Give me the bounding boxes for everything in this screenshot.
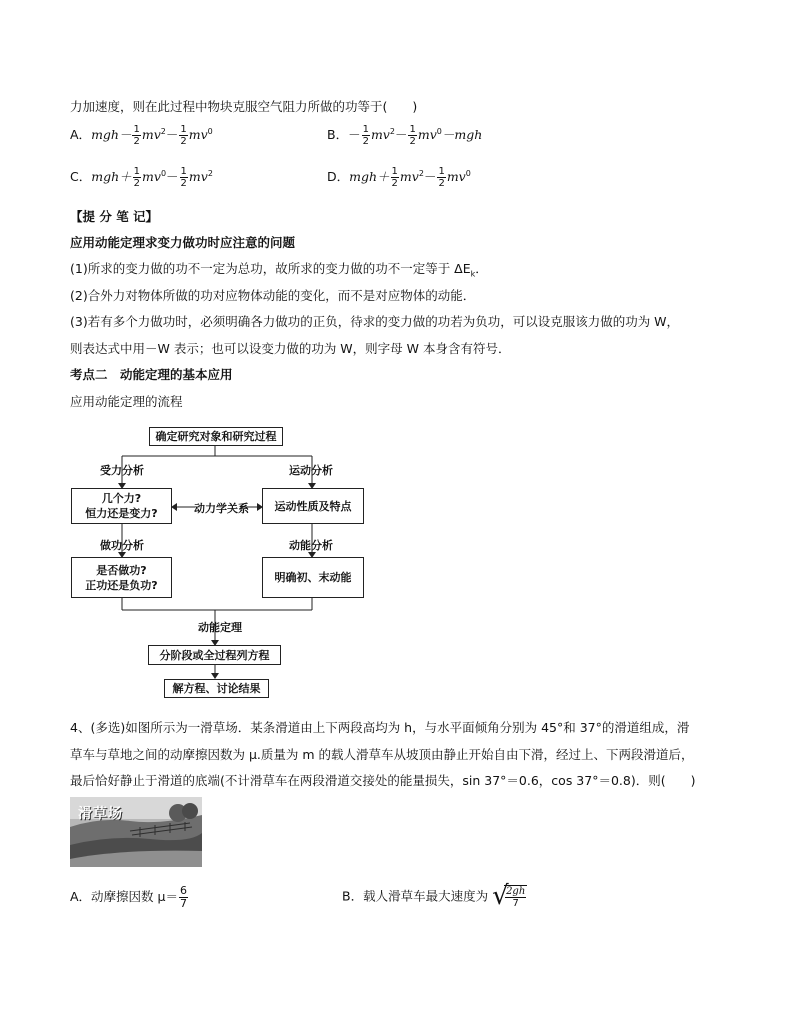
math-term: mv <box>141 127 161 142</box>
q4-line-2: 草车与草地之间的动摩擦因数为 μ.质量为 m 的载人滑草车从坡顶由静止开始自由下滑，经过上、下两段滑道后， <box>70 747 694 762</box>
notes-subheading: 应用动能定理求变力做功时应注意的问题 <box>70 235 296 250</box>
fraction-den: 2 <box>180 136 187 147</box>
fraction-num: 6 <box>179 884 187 897</box>
photo-sign-text: 滑草场 <box>78 806 123 822</box>
superscript: 2 <box>207 168 213 178</box>
fraction <box>437 166 445 189</box>
fraction-num: 1 <box>133 124 140 135</box>
math-term: － <box>394 127 408 142</box>
fraction <box>132 124 140 147</box>
notes-paragraph-3a: (3)若有多个力做功时，必须明确各力做功的正负，待求的变力做的功若为负功，可以设克服该力做的功为 W， <box>70 314 680 329</box>
math-term: －mgh <box>441 127 483 142</box>
math-term: mv <box>370 127 390 142</box>
fraction-den: 2 <box>362 136 369 147</box>
flow-label-kinetic-analysis: 动能分析 <box>289 539 333 552</box>
flow-box-forces <box>71 488 172 524</box>
fraction-den: 2 <box>391 178 398 189</box>
notes-paragraph-3b: 则表达式中用－W 表示；也可以设变力做的功为 W，则字母 W 本身含有符号． <box>70 341 511 356</box>
fraction <box>179 885 188 910</box>
math-term: mgh＋ <box>91 169 132 184</box>
notes-heading: 【提 分 笔 记】 <box>70 209 159 224</box>
math-term: － <box>165 127 179 142</box>
fraction-num: 1 <box>180 124 187 135</box>
flow-box-line: 是否做功? <box>96 563 147 577</box>
superscript: 2 <box>389 126 395 136</box>
flow-label-work-analysis: 做功分析 <box>100 539 144 552</box>
flow-step-equations: 分阶段或全过程列方程 <box>148 645 281 665</box>
math-term: mv <box>188 169 208 184</box>
flow-box-motion-nature: 运动性质及特点 <box>262 488 364 524</box>
flow-box-kinetic-energy: 明确初、末动能 <box>262 557 364 598</box>
flow-label-motion-analysis: 运动分析 <box>289 464 333 477</box>
math-term: － <box>166 169 179 184</box>
q4-option-b <box>342 881 527 911</box>
fraction-num: 1 <box>133 166 141 177</box>
option-d-prev <box>327 166 471 189</box>
fraction-num: 1 <box>438 166 445 177</box>
fraction-den: 2 <box>133 136 140 147</box>
option-letter: B．－ <box>327 127 361 142</box>
option-text: A．动摩擦因数 μ＝ <box>70 889 178 904</box>
superscript: 0 <box>207 126 213 136</box>
superscript: 2 <box>160 126 166 136</box>
fraction-num: 1 <box>409 124 416 135</box>
option-letter: A． <box>70 127 92 142</box>
math-term: mv <box>188 127 208 142</box>
fraction-den: 7 <box>179 897 187 910</box>
option-a-prev <box>70 124 213 147</box>
math-term: mgh＋ <box>349 169 390 184</box>
notes-paragraph-2: (2)合外力对物体所做的功对应物体动能的变化，而不是对应物体的动能． <box>70 288 476 303</box>
radical-sign: √ <box>492 881 509 911</box>
flow-label-dynamics-relation: 动力学关系 <box>194 502 249 515</box>
fraction-den: 2 <box>409 136 416 147</box>
fraction <box>391 166 399 189</box>
notes-paragraph-1 <box>70 259 488 279</box>
section-intro: 应用动能定理的流程 <box>70 394 183 409</box>
option-c-prev <box>70 166 213 189</box>
fraction-den: 2 <box>438 178 445 189</box>
option-b-prev <box>327 124 482 147</box>
math-term: mv <box>446 169 466 184</box>
notes-text: ． <box>475 261 488 276</box>
fraction-den: 2 <box>133 178 141 189</box>
fraction-num: 1 <box>180 166 187 177</box>
flow-box-work <box>71 557 172 598</box>
fraction-num: 2gh <box>506 886 526 897</box>
option-letter: C． <box>70 169 92 184</box>
math-term: mv <box>399 169 419 184</box>
q4-option-a <box>70 885 189 910</box>
superscript: 0 <box>436 126 442 136</box>
section-title: 考点二 动能定理的基本应用 <box>70 367 233 382</box>
square-root <box>492 881 527 911</box>
fraction-den: 2 <box>180 178 187 189</box>
q4-line-1: 4、(多选)如图所示为一滑草场．某条滑道由上下两段高均为 h，与水平面倾角分别为 45°和 37°的滑道组成，滑 <box>70 720 690 735</box>
grass-slide-photo <box>70 797 202 867</box>
flow-box-line: 恒力还是变力? <box>85 507 158 520</box>
superscript: 0 <box>160 168 167 178</box>
math-term: mv <box>142 169 161 184</box>
option-letter: D． <box>327 169 350 184</box>
fraction-num: 1 <box>362 124 369 135</box>
fraction <box>362 124 370 147</box>
notes-text: (1)所求的变力做的功不一定为总功，故所求的变力做的功不一定等于 ΔE <box>70 261 471 276</box>
math-term: － <box>423 169 437 184</box>
flow-box-line: 正功还是负功? <box>85 578 158 592</box>
fraction <box>133 166 141 189</box>
flow-box-line: 几个力? <box>101 492 142 505</box>
question-intro: 力加速度，则在此过程中物块克服空气阻力所做的功等于( ) <box>70 99 418 114</box>
fraction <box>408 124 416 147</box>
q4-line-3: 最后恰好静止于滑道的底端(不计滑草车在两段滑道交接处的能量损失，sin 37°＝0.6，cos 37°＝0.8)．则( ) <box>70 773 696 788</box>
math-term: mgh－ <box>91 127 132 142</box>
flow-label-theorem: 动能定理 <box>198 621 242 634</box>
flow-step-solve: 解方程、讨论结果 <box>164 679 269 698</box>
fraction-den: 7 <box>512 898 519 909</box>
superscript: 0 <box>465 168 471 178</box>
math-term: mv <box>417 127 437 142</box>
fraction <box>179 124 187 147</box>
superscript: 2 <box>418 168 424 178</box>
flow-label-force-analysis: 受力分析 <box>100 464 144 477</box>
fraction-num: 1 <box>391 166 398 177</box>
flow-step-determine-object: 确定研究对象和研究过程 <box>149 427 283 446</box>
subscript: k <box>470 269 476 279</box>
fraction <box>180 166 188 189</box>
option-text: B．载人滑草车最大速度为 <box>342 888 489 904</box>
